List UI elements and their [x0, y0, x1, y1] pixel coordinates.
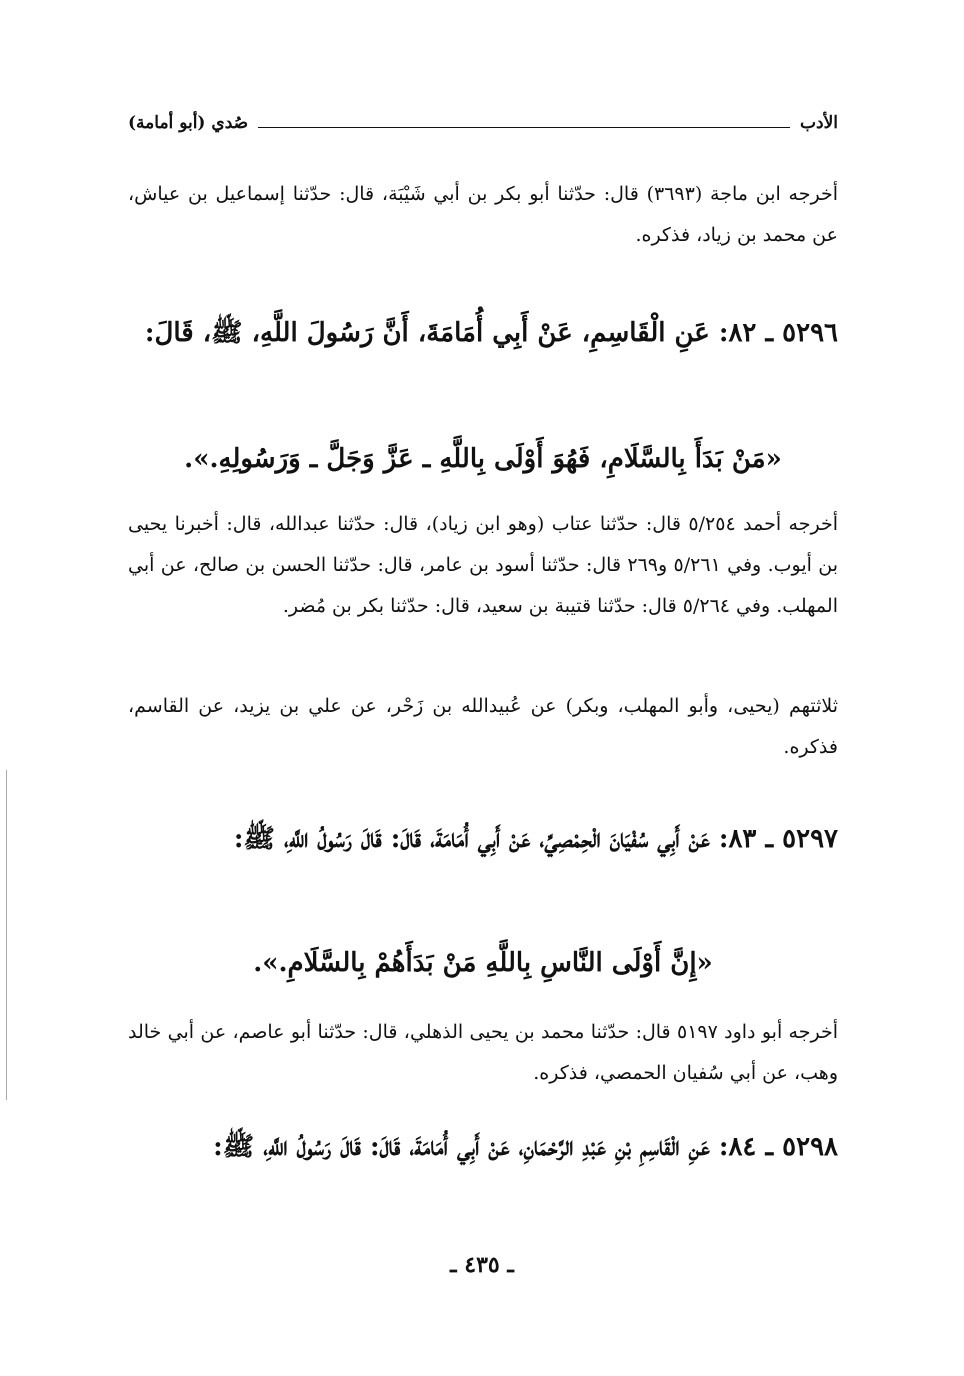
takhrij-note-5296 [128, 504, 838, 627]
running-header [128, 108, 838, 138]
hadith-text: ٥٢٩٧ ـ ٨٣: عَنْ أَبِي سُفْيَانَ الْحِمْصِيِّ، عَنْ أَبِي أُمَامَةَ، قَالَ: قَالَ رَسُولُ اللَّهِ، ﷺ: [233, 824, 838, 854]
hadith-text: ٥٢٩٦ ـ ٨٢: عَنِ الْقَاسِمِ، عَنْ أَبِي أُمَامَةَ، أَنَّ رَسُولَ اللَّهِ، ﷺ، قَالَ: [144, 318, 838, 348]
hadith-5296-isnad [128, 306, 838, 360]
header-chapter-title: الأدب [800, 113, 838, 133]
hadith-5297-matn [128, 936, 838, 990]
takhrij-note-5297 [128, 1012, 838, 1094]
takhrij-note-5295 [128, 174, 838, 256]
header-narrator-name: صُدي (أبو أمامة) [128, 113, 249, 133]
hadith-matn-text: «إِنَّ أَوْلَى النَّاسِ بِاللَّهِ مَنْ بَدَأَهُمْ بِالسَّلَامِ.». [253, 948, 713, 978]
takhrij-note-5296-chain [128, 686, 838, 768]
page-number: ـ ٤٣٥ ـ [450, 1252, 514, 1278]
hadith-5296-matn [128, 432, 838, 486]
hadith-text: ٥٢٩٨ ـ ٨٤: عَنِ الْقَاسِمِ بْنِ عَبْدِ الرَّحْمَانِ، عَنْ أَبِي أُمَامَةَ، قَالَ: قَالَ رَسُولُ اللَّهِ، ﷺ: [213, 1132, 838, 1162]
scan-edge-line [6, 770, 7, 1100]
header-rule [258, 127, 790, 128]
takhrij-text: أخرجه أحمد ٥/٢٥٤ قال: حدّثنا عتاب (وهو ابن زياد)، قال: حدّثنا عبدالله، قال: أخبرنا يحيى بن أيوب. وفي ٥/٢٦١ و٢٦٩ قال: حدّثنا أسود بن عامر، قال: حدّثنا الحسن بن صالح، عن أبي المهلب. وفي ٥/٢٦٤ قال: حدّثنا قتيبة بن سعيد، قال: حدّثنا بكر بن مُضر. [128, 513, 838, 617]
hadith-5297-isnad [128, 812, 838, 866]
hadith-matn-text: «مَنْ بَدَأَ بِالسَّلَامِ، فَهُوَ أَوْلَى بِاللَّهِ ـ عَزَّ وَجَلَّ ـ وَرَسُولِهِ.». [184, 444, 782, 474]
takhrij-text: ثلاثتهم (يحيى، وأبو المهلب، وبكر) عن عُبيدالله بن زَحْر، عن علي بن يزيد، عن القاسم، فذكره. [128, 695, 838, 758]
hadith-5298-isnad [128, 1120, 838, 1174]
takhrij-text: أخرجه ابن ماجة (٣٦٩٣) قال: حدّثنا أبو بكر بن أبي شَيْبَة، قال: حدّثنا إسماعيل بن عياش، عن محمد بن زياد، فذكره. [128, 183, 838, 246]
takhrij-text: أخرجه أبو داود ٥١٩٧ قال: حدّثنا محمد بن يحيى الذهلي، قال: حدّثنا أبو عاصم، عن أبي خالد وهب، عن أبي سُفيان الحمصي، فذكره. [128, 1021, 838, 1084]
